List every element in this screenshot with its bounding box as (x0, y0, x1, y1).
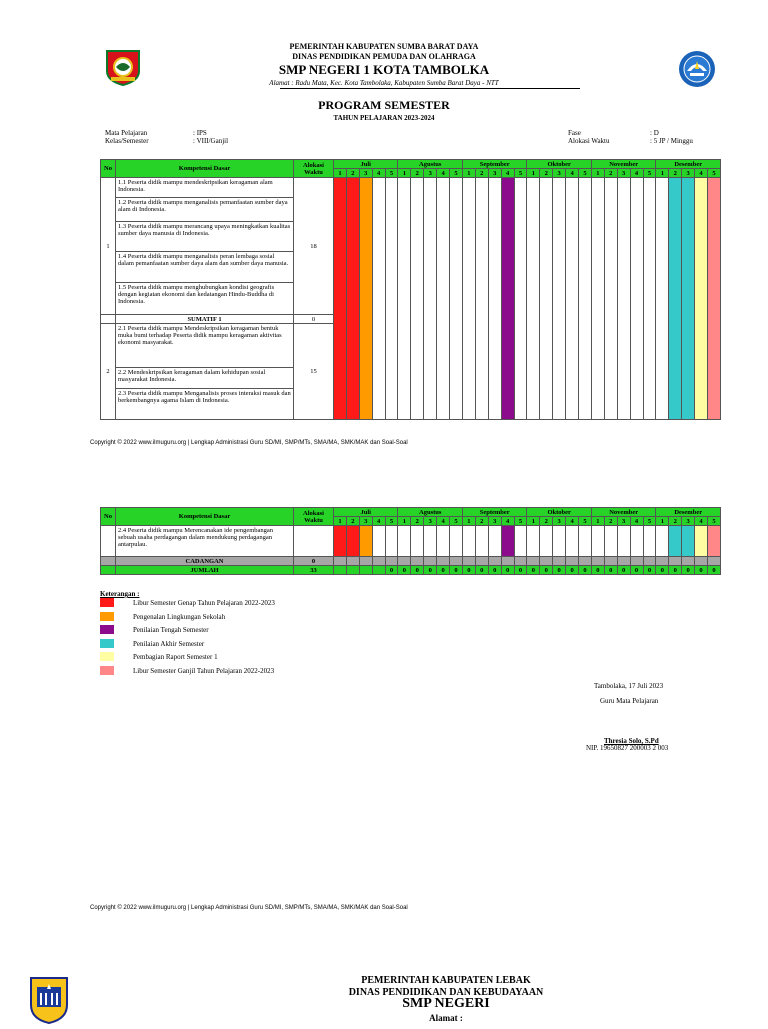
col-kd-header: Kompetensi Dasar (116, 160, 294, 178)
week-header: 5 (708, 169, 721, 178)
jumlah-week-cell: 0 (475, 566, 488, 575)
next-header-department-line: DINAS PENDIDIKAN DAN KEBUDAYAAN (348, 987, 544, 998)
week-cell (682, 526, 695, 557)
month-header: Desember (656, 508, 721, 517)
week-header: 2 (604, 169, 617, 178)
cadangan-week-cell (488, 557, 501, 566)
cadangan-week-cell (656, 557, 669, 566)
alokasi-label: Alokasi Waktu (568, 137, 610, 145)
cadangan-week-cell (411, 557, 424, 566)
sumatif-label: SUMATIF 1 (116, 315, 294, 324)
legend-swatch (100, 639, 114, 648)
week-cell (398, 526, 411, 557)
week-cell (617, 178, 630, 420)
cadangan-week-cell (359, 557, 372, 566)
week-header: 5 (643, 517, 656, 526)
week-header: 2 (540, 169, 553, 178)
week-cell (359, 526, 372, 557)
week-cell (346, 178, 359, 420)
month-header: Desember (656, 160, 721, 169)
cadangan-week-cell (424, 557, 437, 566)
month-header: Oktober (527, 508, 591, 517)
col-kd-header: Kompetensi Dasar (116, 508, 294, 526)
week-header: 4 (566, 169, 579, 178)
legend-swatch (100, 612, 114, 621)
week-header: 3 (682, 517, 695, 526)
legend-swatch (100, 666, 114, 675)
kd-no-cell: 2 (101, 324, 116, 420)
week-header: 4 (630, 169, 643, 178)
week-cell (372, 178, 385, 420)
legend-swatch (100, 625, 114, 634)
fase-label: Fase (568, 129, 581, 137)
legend-label: Penilaian Tengah Semester (133, 626, 209, 634)
week-cell (566, 526, 579, 557)
sign-name: Thresia Solo, S.Pd (604, 737, 659, 745)
copyright-notice: Copyright © 2022 www.ilmuguru.org | Lengkap Administrasi Guru SD/MI, SMP/MTs, SMA/MA, SMK/MAK dan Soal-Soal (90, 440, 408, 446)
week-header: 5 (514, 169, 527, 178)
meta-right (568, 129, 693, 145)
mapel-value: : IPS (193, 129, 207, 137)
week-header: 5 (708, 517, 721, 526)
jumlah-week-cell: 0 (488, 566, 501, 575)
jumlah-week-cell: 0 (656, 566, 669, 575)
week-header: 2 (346, 169, 359, 178)
fase-value: : D (650, 129, 659, 137)
week-cell (669, 178, 682, 420)
cadangan-week-cell (462, 557, 475, 566)
week-header: 1 (591, 169, 604, 178)
week-cell (411, 526, 424, 557)
week-cell (604, 526, 617, 557)
week-header: 4 (437, 517, 450, 526)
cadangan-week-cell (398, 557, 411, 566)
week-cell (579, 526, 592, 557)
week-header: 3 (553, 169, 566, 178)
jumlah-week-cell (334, 566, 347, 575)
jumlah-week-cell: 0 (385, 566, 398, 575)
month-header: November (591, 160, 656, 169)
week-cell (424, 178, 437, 420)
week-header: 3 (424, 169, 437, 178)
cadangan-week-cell (682, 557, 695, 566)
jumlah-week-cell: 0 (579, 566, 592, 575)
week-cell (579, 178, 592, 420)
week-header: 4 (566, 517, 579, 526)
week-header: 2 (346, 517, 359, 526)
week-header: 3 (553, 517, 566, 526)
jumlah-week-cell: 0 (527, 566, 540, 575)
cadangan-value: 0 (294, 557, 334, 566)
week-header: 3 (424, 517, 437, 526)
week-cell (346, 526, 359, 557)
week-cell (604, 178, 617, 420)
jumlah-week-cell: 0 (682, 566, 695, 575)
cadangan-week-cell (669, 557, 682, 566)
week-cell (527, 178, 540, 420)
week-header: 2 (669, 169, 682, 178)
week-header: 3 (617, 517, 630, 526)
week-cell (450, 178, 463, 420)
week-header: 2 (475, 517, 488, 526)
week-header: 1 (462, 169, 475, 178)
week-cell (591, 178, 604, 420)
jumlah-week-cell: 0 (643, 566, 656, 575)
jumlah-week-cell: 0 (695, 566, 708, 575)
week-cell (656, 178, 669, 420)
week-header: 1 (334, 169, 347, 178)
cadangan-week-cell (372, 557, 385, 566)
week-header: 3 (488, 169, 501, 178)
week-cell (617, 526, 630, 557)
week-cell (334, 526, 347, 557)
week-cell (385, 178, 398, 420)
cadangan-week-cell (346, 557, 359, 566)
jumlah-week-cell: 0 (437, 566, 450, 575)
week-header: 2 (475, 169, 488, 178)
week-cell (553, 526, 566, 557)
week-header: 5 (643, 169, 656, 178)
alokasi-value: : 5 JP / Minggu (650, 137, 693, 145)
cadangan-week-cell (617, 557, 630, 566)
week-header: 4 (437, 169, 450, 178)
kd-cell: 1.5 Peserta didik mampu menghubungkan kondisi geografis dengan kegiatan ekonomi dan kedatangan Hindu-Buddha di Indonesia. (116, 283, 294, 315)
month-header: Agustus (398, 160, 463, 169)
cadangan-week-cell (604, 557, 617, 566)
cadangan-week-cell (527, 557, 540, 566)
week-cell (527, 526, 540, 557)
month-header: November (591, 508, 656, 517)
col-no-header: No (101, 508, 116, 526)
week-cell (656, 526, 669, 557)
week-header: 2 (411, 517, 424, 526)
week-cell (669, 526, 682, 557)
meta-left (105, 129, 229, 145)
week-header: 5 (450, 517, 463, 526)
kd-cell: 2.1 Peserta didik mampu Mendeskripsikan keragaman bentuk muka bumi terhadap Peserta didik mampu keragaman aktivitas ekonomi masyarakat. (116, 324, 294, 368)
copyright-notice: Copyright © 2022 www.ilmuguru.org | Lengkap Administrasi Guru SD/MI, SMP/MTs, SMA/MA, SMK/MAK dan Soal-Soal (90, 905, 408, 911)
legend-swatch (100, 652, 114, 661)
header-department-line: DINAS PENDIDIKAN PEMUDA DAN OLAHRAGA (292, 52, 476, 61)
header-divider (280, 88, 580, 89)
cadangan-week-cell (450, 557, 463, 566)
week-cell (501, 526, 514, 557)
cadangan-week-cell (708, 557, 721, 566)
week-header: 4 (372, 517, 385, 526)
col-no-header: No (101, 160, 116, 178)
cadangan-week-cell (475, 557, 488, 566)
week-cell (630, 178, 643, 420)
legend-swatch (100, 598, 114, 607)
week-header: 4 (695, 517, 708, 526)
jumlah-week-cell (346, 566, 359, 575)
week-cell (682, 178, 695, 420)
kelas-label: Kelas/Semester (105, 137, 149, 145)
week-cell (540, 178, 553, 420)
week-cell (437, 526, 450, 557)
week-header: 1 (591, 517, 604, 526)
week-header: 1 (656, 169, 669, 178)
week-header: 4 (501, 517, 514, 526)
week-cell (334, 178, 347, 420)
week-cell (475, 526, 488, 557)
week-cell (553, 178, 566, 420)
week-cell (540, 526, 553, 557)
jumlah-week-cell: 0 (424, 566, 437, 575)
schedule-table-2 (100, 507, 721, 575)
week-cell (424, 526, 437, 557)
next-school-name: SMP NEGERI (402, 996, 490, 1011)
jumlah-week-cell: 0 (501, 566, 514, 575)
week-header: 3 (682, 169, 695, 178)
week-cell (462, 526, 475, 557)
sign-place-date: Tambolaka, 17 Juli 2023 (594, 682, 664, 690)
week-header: 5 (385, 169, 398, 178)
sign-role: Guru Mata Pelajaran (600, 697, 659, 705)
week-cell (695, 526, 708, 557)
kd-cell: 2.3 Peserta didik mampu Menganalisis proses interaksi masuk dan berkembangnya agama Islam di Indonesia. (116, 389, 294, 420)
week-header: 5 (450, 169, 463, 178)
week-cell (708, 526, 721, 557)
jumlah-week-cell (359, 566, 372, 575)
kd-cell: 1.4 Peserta didik mampu menganalisis peran lembaga sosial dalam pemanfaatan sumber daya alam dan sumber daya manusia. (116, 252, 294, 283)
jumlah-week-cell (372, 566, 385, 575)
jumlah-week-cell: 0 (669, 566, 682, 575)
month-header: Juli (334, 160, 398, 169)
week-cell (359, 178, 372, 420)
cadangan-week-cell (437, 557, 450, 566)
week-header: 3 (488, 517, 501, 526)
cadangan-week-cell (334, 557, 347, 566)
week-cell (630, 526, 643, 557)
week-header: 2 (540, 517, 553, 526)
jumlah-week-cell: 0 (514, 566, 527, 575)
week-cell (708, 178, 721, 420)
month-header: September (462, 508, 526, 517)
kd-cell: 1.2 Peserta didik mampu menganalisis pemanfaatan sumber daya alam di Indonesia. (116, 198, 294, 222)
week-header: 3 (359, 517, 372, 526)
jumlah-week-cell: 0 (617, 566, 630, 575)
week-header: 3 (359, 169, 372, 178)
month-header: Agustus (398, 508, 463, 517)
academic-year: TAHUN PELAJARAN 2023-2024 (333, 114, 435, 122)
cadangan-week-cell (695, 557, 708, 566)
week-header: 2 (604, 517, 617, 526)
jumlah-week-cell: 0 (604, 566, 617, 575)
month-header: Juli (334, 508, 398, 517)
week-cell (462, 178, 475, 420)
week-header: 5 (514, 517, 527, 526)
week-cell (488, 178, 501, 420)
next-header-government-line: PEMERINTAH KABUPATEN LEBAK (361, 975, 531, 986)
legend-label: Libur Semester Ganjil Tahun Pelajaran 2022-2023 (133, 666, 275, 675)
jumlah-week-cell: 0 (462, 566, 475, 575)
week-cell (450, 526, 463, 557)
cadangan-week-cell (579, 557, 592, 566)
kd-no-cell: 1 (101, 178, 116, 315)
cadangan-week-cell (385, 557, 398, 566)
legend-label: Penilaian Akhir Semester (133, 639, 205, 648)
jumlah-week-cell: 0 (630, 566, 643, 575)
week-cell (488, 526, 501, 557)
week-header: 2 (669, 517, 682, 526)
month-header: September (462, 160, 526, 169)
week-header: 5 (385, 517, 398, 526)
legend-title: Keterangan : (100, 590, 140, 598)
school-name: SMP NEGERI 1 KOTA TAMBOLKA (278, 62, 490, 77)
week-header: 4 (695, 169, 708, 178)
cadangan-week-cell (553, 557, 566, 566)
cadangan-week-cell (630, 557, 643, 566)
cadangan-week-cell (591, 557, 604, 566)
header-government-line: PEMERINTAH KABUPATEN SUMBA BARAT DAYA (289, 42, 479, 51)
jumlah-week-cell: 0 (591, 566, 604, 575)
jumlah-value: 33 (294, 566, 334, 575)
week-header: 1 (334, 517, 347, 526)
kd-cell: 1.1 Peserta didik mampu mendeskripsikan keragaman alam Indonesia. (116, 178, 294, 198)
legend-label: Pembagian Raport Semester 1 (133, 653, 218, 661)
legend-label: Libur Semester Genap Tahun Pelajaran 2022-2023 (133, 599, 275, 607)
jumlah-week-cell: 0 (450, 566, 463, 575)
cadangan-week-cell (514, 557, 527, 566)
kd-cell: 1.3 Peserta didik mampu merancang upaya meningkatkan kualitas sumber daya manusia di Indonesia. (116, 222, 294, 252)
sign-nip: NIP. 19650827 200003 2 003 (586, 744, 669, 752)
week-cell (514, 526, 527, 557)
jumlah-week-cell: 0 (708, 566, 721, 575)
week-cell (372, 526, 385, 557)
week-cell (475, 178, 488, 420)
sumatif-value: 0 (294, 315, 334, 324)
jumlah-week-cell: 0 (411, 566, 424, 575)
school-address: Alamat : Radu Mata, Kec. Kota Tambolaka, Kabupaten Sumba Barat Daya - NTT (269, 79, 499, 87)
alokasi-cell: 15 (294, 324, 334, 420)
week-header: 4 (630, 517, 643, 526)
schedule-table-1 (100, 159, 721, 420)
jumlah-week-cell: 0 (553, 566, 566, 575)
jumlah-week-cell: 0 (398, 566, 411, 575)
next-school-address: Alamat : (429, 1013, 463, 1023)
col-alokasi-header: Alokasi Waktu (294, 160, 334, 178)
week-cell (591, 526, 604, 557)
week-cell (437, 178, 450, 420)
month-header: Oktober (527, 160, 591, 169)
legend-label: Pengenalan Lingkungan Sekolah (133, 612, 226, 621)
jumlah-week-cell: 0 (540, 566, 553, 575)
week-header: 2 (411, 169, 424, 178)
alokasi-cell: 18 (294, 178, 334, 315)
week-header: 1 (398, 169, 411, 178)
cadangan-label: CADANGAN (116, 557, 294, 566)
week-header: 1 (527, 169, 540, 178)
kd-cell: 2.2 Mendeskripsikan keragaman dalam kehidupan sosial masyarakat Indonesia. (116, 368, 294, 389)
week-cell (411, 178, 424, 420)
week-cell (514, 178, 527, 420)
jumlah-week-cell: 0 (566, 566, 579, 575)
week-header: 1 (462, 517, 475, 526)
week-header: 1 (656, 517, 669, 526)
cadangan-week-cell (566, 557, 579, 566)
cadangan-week-cell (501, 557, 514, 566)
jumlah-label: JUMLAH (116, 566, 294, 575)
week-header: 4 (372, 169, 385, 178)
week-header: 4 (501, 169, 514, 178)
week-cell (501, 178, 514, 420)
cadangan-week-cell (540, 557, 553, 566)
week-cell (398, 178, 411, 420)
kd-cell: 2.4 Peserta didik mampu Merencanakan ide pengembangan sebuah usaha perdagangan dalam mendukung perdagangan antarpulau. (116, 526, 294, 557)
week-cell (643, 526, 656, 557)
col-alokasi-header: Alokasi Waktu (294, 508, 334, 526)
week-header: 1 (527, 517, 540, 526)
week-cell (643, 178, 656, 420)
week-header: 1 (398, 517, 411, 526)
week-header: 5 (579, 517, 592, 526)
week-header: 5 (579, 169, 592, 178)
week-header: 3 (617, 169, 630, 178)
document-title: PROGRAM SEMESTER (318, 98, 450, 112)
mapel-label: Mata Pelajaran (105, 129, 148, 137)
week-cell (385, 526, 398, 557)
week-cell (695, 178, 708, 420)
kelas-value: : VIII/Ganjil (193, 137, 229, 145)
cadangan-week-cell (643, 557, 656, 566)
week-cell (566, 178, 579, 420)
